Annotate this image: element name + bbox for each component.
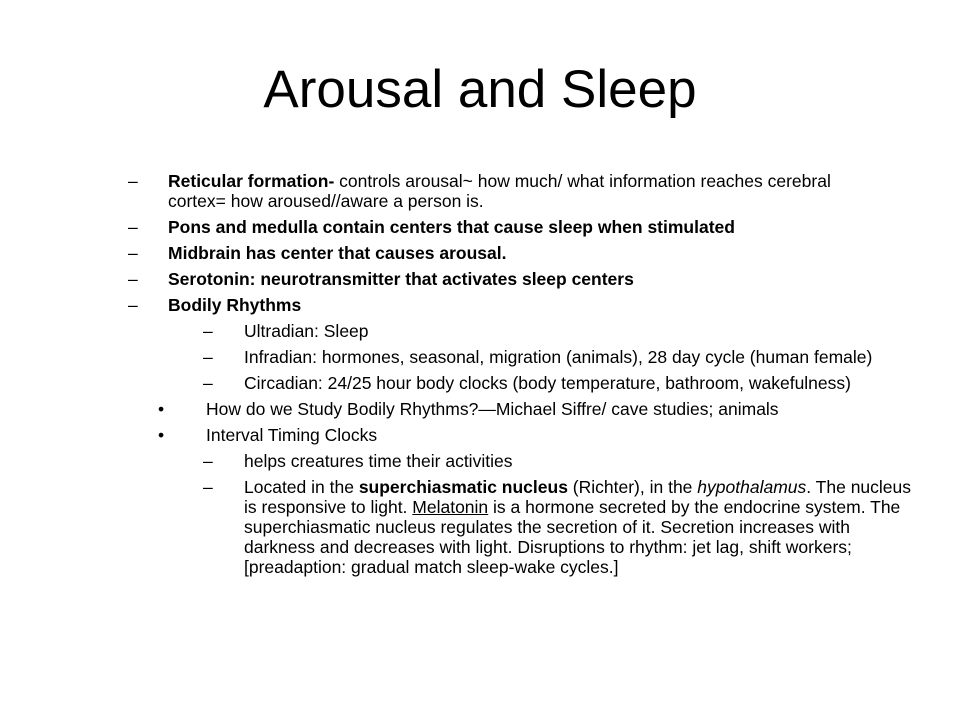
located-text xyxy=(244,477,912,577)
reticular-description: controls arousal~ how much/ what information reaches cerebral cortex= how aroused//aware a person is. xyxy=(168,171,831,211)
located-part: Located in the xyxy=(244,477,359,497)
list-item-midbrain xyxy=(0,243,960,263)
dash-marker: – xyxy=(203,477,213,497)
dash-marker: – xyxy=(203,373,213,393)
term-hypothalamus: hypothalamus xyxy=(697,477,807,497)
dash-marker: – xyxy=(128,269,138,289)
dash-marker: – xyxy=(128,243,138,263)
dash-marker: – xyxy=(203,347,213,367)
list-item-interval-timing xyxy=(0,425,960,445)
dash-marker: – xyxy=(128,171,138,191)
dash-marker: – xyxy=(128,217,138,237)
serotonin-text: Serotonin: neurotransmitter that activates sleep centers xyxy=(168,269,634,289)
list-item-infradian xyxy=(0,347,960,367)
dash-marker: – xyxy=(203,451,213,471)
list-item-ultradian xyxy=(0,321,960,341)
located-part: (Richter), in the xyxy=(567,477,698,497)
bodily-rhythms-text: Bodily Rhythms xyxy=(168,295,302,315)
located-part: . The nucleus is responsive to light. xyxy=(244,477,912,517)
list-item-serotonin xyxy=(0,269,960,289)
term-superchiasmatic-nucleus: superchiasmatic nucleus xyxy=(358,477,568,497)
slide-body xyxy=(0,171,960,583)
study-rhythms-text: How do we Study Bodily Rhythms?—Michael Siffre/ cave studies; animals xyxy=(206,399,779,419)
term-melatonin: Melatonin xyxy=(412,497,489,517)
located-part: is a hormone secreted by the endocrine system. The superchiasmatic nucleus regulates the secretion of it. Secretion increases with darkness and decreases with light. Disruptions to rhythm: jet lag, shift workers; [preadaption: gradual match sleep-wake cycles.] xyxy=(244,497,901,577)
interval-timing-text: Interval Timing Clocks xyxy=(206,425,378,445)
list-item-helps-creatures xyxy=(0,451,960,471)
helps-creatures-text: helps creatures time their activities xyxy=(244,451,513,471)
infradian-text: Infradian: hormones, seasonal, migration (animals), 28 day cycle (human female) xyxy=(244,347,873,367)
bullet-marker: • xyxy=(158,425,165,445)
dash-marker: – xyxy=(203,321,213,341)
list-item-located xyxy=(0,477,960,577)
slide-title: Arousal and Sleep xyxy=(263,60,697,119)
list-item-bodily-rhythms xyxy=(0,295,960,315)
list-item-pons-medulla xyxy=(0,217,960,237)
list-item-circadian xyxy=(0,373,960,393)
ultradian-text: Ultradian: Sleep xyxy=(244,321,369,341)
circadian-text: Circadian: 24/25 hour body clocks (body temperature, bathroom, wakefulness) xyxy=(244,373,851,393)
midbrain-text: Midbrain has center that causes arousal. xyxy=(168,243,507,263)
dash-marker: – xyxy=(128,295,138,315)
pons-medulla-text: Pons and medulla contain centers that cause sleep when stimulated xyxy=(168,217,735,237)
bullet-marker: • xyxy=(158,399,165,419)
term-reticular-formation: Reticular formation- xyxy=(168,171,335,191)
list-item-study-rhythms xyxy=(0,399,960,419)
list-item-reticular-formation xyxy=(0,171,960,211)
